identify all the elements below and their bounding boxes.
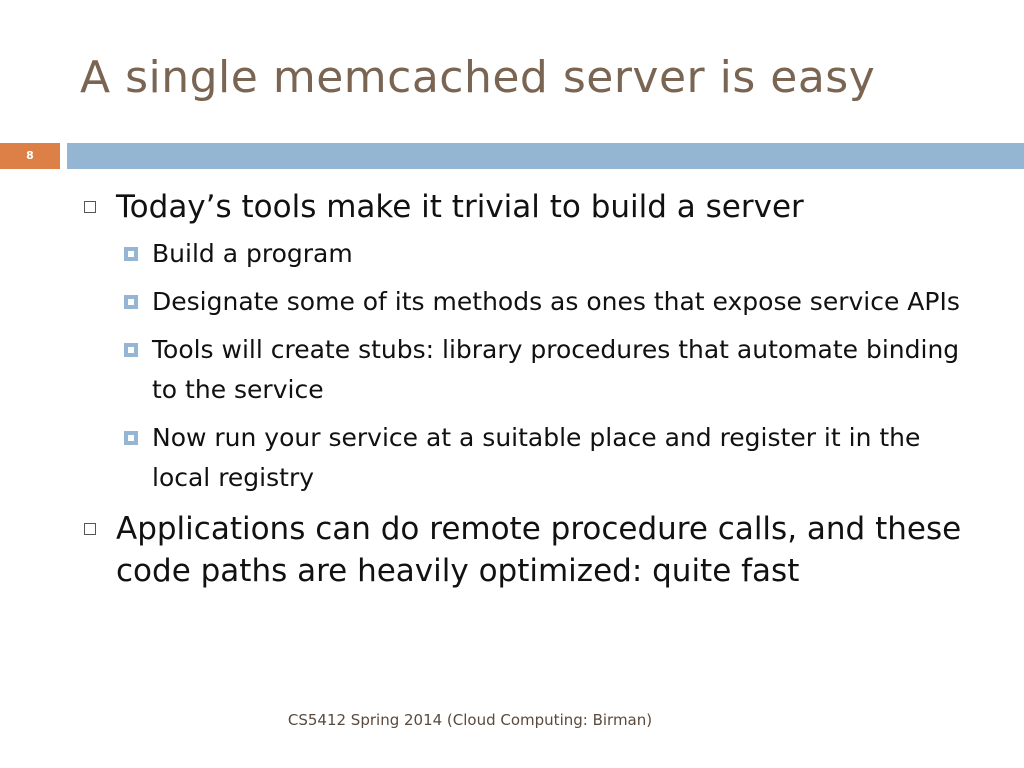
sub-bullet-item [122, 330, 980, 410]
filled-square-bullet-icon [124, 295, 138, 309]
sub-bullet-text: Now run your service at a suitable place and register it in the local registry [152, 423, 921, 492]
filled-square-bullet-icon [124, 247, 138, 261]
filled-square-bullet-icon [124, 343, 138, 357]
hollow-square-bullet-icon [84, 201, 96, 213]
sub-bullet-item [122, 282, 980, 322]
bullet-content [80, 186, 980, 598]
sub-bullet-text: Designate some of its methods as ones that expose service APIs [152, 287, 960, 316]
bullet-text: Today’s tools make it trivial to build a server [116, 189, 804, 225]
sub-bullet-text: Build a program [152, 239, 353, 268]
accent-bar [67, 143, 1024, 169]
bullet-item [80, 508, 980, 592]
filled-square-bullet-icon [124, 431, 138, 445]
sub-bullet-item [122, 418, 980, 498]
bullet-text: Applications can do remote procedure calls, and these code paths are heavily optimized: quite fast [116, 511, 962, 589]
slide-footer: CS5412 Spring 2014 (Cloud Computing: Birman) [287, 711, 653, 729]
bullet-item [80, 186, 980, 228]
slide-title: A single memcached server is easy [80, 52, 876, 103]
sub-bullet-text: Tools will create stubs: library procedures that automate binding to the service [152, 335, 960, 404]
sub-bullet-item [122, 234, 980, 274]
sub-bullet-list [122, 234, 980, 498]
page-number-badge: 8 [0, 143, 60, 169]
hollow-square-bullet-icon [84, 523, 96, 535]
